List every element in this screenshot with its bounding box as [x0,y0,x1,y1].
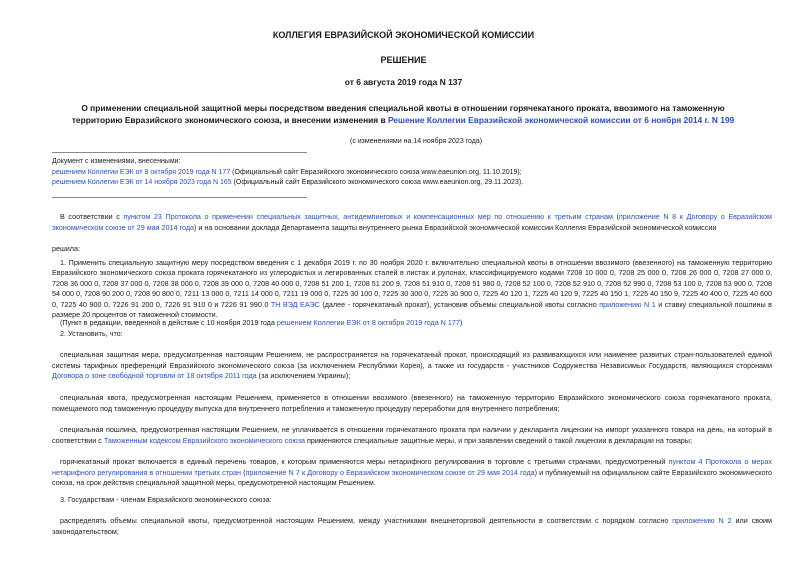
text-span: ( [241,467,246,477]
change-source: (Официальный сайт Евразийского экономического союза www.eaeunion.org, 11.10.2019); [230,168,522,176]
customs-code-link[interactable]: Таможенным кодексом Евразийского экономического союза [103,435,306,445]
preamble-paragraph [52,212,772,233]
duty-paragraph [52,425,772,446]
change-link-177[interactable]: решением Коллегии ЕЭК от 8 октября 2019 года N 177 [52,168,231,176]
doc-date: от 6 августа 2019 года N 137 [344,77,463,87]
text-span: ( [612,212,619,221]
point-1-paragraph [52,258,772,320]
changes-intro: Документ с изменениями, внесенными: [52,158,181,165]
text-span: ) и публикуемый на официальном сайте Евразийского экономического союза, на срок действия специальной защитной меры, предусмотренной настоящим Решением. [52,467,772,488]
tnved-link[interactable]: ТН ВЭД ЕАЭС [270,299,320,309]
quota-scope-paragraph: специальная квота, предусмотренная настоящим Решением, применяется в отношении ввозимого (ввезенного) на таможенную территорию Евразийского экономического союза горячекатаного проката, помещаемого под таможенную процедуру выпуска для внутреннего потребления и таможенную процедуру переработки для внутреннего потребления; [52,393,772,413]
text-span: (далее - горячекатаный прокат), установив объемы специальной квоты согласно [319,299,600,309]
change-item [52,168,772,179]
change-item [52,178,772,189]
point-2-paragraph: 2. Установить, что: [60,329,123,338]
text-span: горячекатаный прокат включается в единый перечень товаров, к которым применяются меры нетарифного регулирования в торговле с третьими странами, предусмотренный [60,457,669,466]
treaty-annex7-link[interactable]: приложение N 7 к Договору о Евразийском экономическом союзе от 29 мая 2014 года [245,467,535,477]
org-title: КОЛЛЕГИЯ ЕВРАЗИЙСКОЙ ЭКОНОМИЧЕСКОЙ КОМИССИИ [272,30,535,40]
heading-text: О применении специальной защитной меры посредством введения специальной квоты в отношении горячекатаного проката, ввозимого на таможенную территорию Евразийского экономического союза, и внесении изменения в [71,103,725,125]
annex-1-link[interactable]: приложению N 1 [599,299,656,309]
doc-type: РЕШЕНИЕ [380,55,427,65]
document-heading [58,103,748,126]
text-span: и ставку специальной пошлины в размере 20 процентов от таможенной стоимости. [52,299,773,320]
exemption-paragraph [52,350,772,382]
change-link-165[interactable]: решением Коллегии ЕЭК от 14 ноября 2023 года N 165 [52,179,232,186]
text-span: специальная защитная мера, предусмотренная настоящим Решением, не распространяется на горячекатаный прокат, происходящий из развивающихся или наименее развитых стран-пользователей единой системы тарифных преференций Евразийского экономического союза (за исключением Республики Корея), а также из государств - участников Содружества Независимых Государств, являющихся сторонами [52,350,772,370]
changes-block [52,157,772,189]
quota-allocation-paragraph [52,516,772,537]
change-source: (Официальный сайт Евразийского экономического союза www.eaeunion.org, 29.11.2023). [231,179,524,186]
amendment-note: (с изменениями на 14 ноября 2023 года) [350,138,483,145]
text-span: распределять объемы специальной квоты, предусмотренной настоящим Решением, между участниками внешнеторговой деятельности в соответствии с порядком согласно [60,516,673,525]
annex-2-link[interactable]: приложению N 2 [672,516,732,525]
heading-decision-link[interactable]: Решение Коллегии Евразийской экономической комиссии от 6 ноября 2014 г. N 199 [387,114,735,125]
text-span: ) [459,318,463,327]
divider-top [52,152,307,153]
nontariff-paragraph [52,457,772,489]
text-span: ) и на основании доклада Департамента защиты внутреннего рынка Евразийской экономической комиссии Коллегия Евразийской экономической комиссии [194,222,717,232]
decision-177-link[interactable]: решением Коллегии ЕЭК от 8 октября 2019 года N 177 [276,318,460,327]
treaty-annex8-link[interactable]: приложение N 8 к Договору о Евразийском экономическом союзе от 29 мая 2014 года [52,212,772,232]
text-span: (Пункт в редакции, введенной в действие с 10 ноября 2019 года [60,318,277,327]
text-span: В соответствии с [60,212,124,221]
point-1-edition-note [52,318,772,329]
text-span: специальная пошлина, предусмотренная настоящим Решением, не уплачивается в отношении горячекатаного проката при наличии у декларанта лицензии на импорт указанного товара на день, на который в соответствии с [52,425,772,445]
resolved-label: решила: [52,244,80,253]
text-span: или своим законодательством; [52,516,772,536]
point-3-paragraph: 3. Государствам - членам Евразийского экономического союза: [60,495,272,504]
nontariff-protocol-link[interactable]: пунктом 4 Протокола о мерах нетарифного регулирования в отношении третьих стран [52,457,772,477]
free-trade-agreement-link[interactable]: Договора о зоне свободной торговли от 18 октября 2011 года [52,371,257,381]
protocol-link[interactable]: пунктом 23 Протокола о применении специальных защитных, антидемпинговых и компенсационных мер по отношению к третьим странам [123,212,613,221]
text-span: (за исключением Украины); [256,371,351,381]
text-span: применяются специальные защитные меры, и при заявлении сведений о такой лицензии в декларации на товары; [305,435,692,445]
text-span: 1. Применить специальную защитную меру посредством введения с 1 декабря 2019 г. по 30 ноября 2020 г. включительно специальной квоты в отношении ввозимого (ввезенного) на таможенную территорию Евразийского экономического союза проката горячекатаного из углеродистых и легированных сталей в листах и рулонах, классифицируемого кодами 7208 10 000 0, 7208 25 000 0, 7208 26 000 0, 7208 27 000 0, 7208 36 000 0, 7208 37 000 0, 7208 38 000 0, 7208 39 000 0, 7208 40 000 0, 7208 51 200 1, 7208 51 200 9, 7208 51 910 0, 7208 51 980 0, 7208 52 100 0, 7208 52 910 0, 7208 52 990 0, 7208 53 100 0, 7208 53 900 0, 7208 54 000 0, 7208 90 200 0, 7208 90 800 0, 7211 13 000 0, 7211 14 000 0, 7211 19 000 0, 7225 30 100 0, 7225 30 300 0, 7225 30 900 0, 7225 40 120 1, 7225 40 120 9, 7225 40 150 1, 7225 40 150 9, 7225 40 400 0, 7225 40 600 0, 7225 40 900 0, 7226 91 200 0, 7226 91 910 0 и 7226 91 990 0 [52,258,772,309]
divider-bottom [52,197,307,198]
